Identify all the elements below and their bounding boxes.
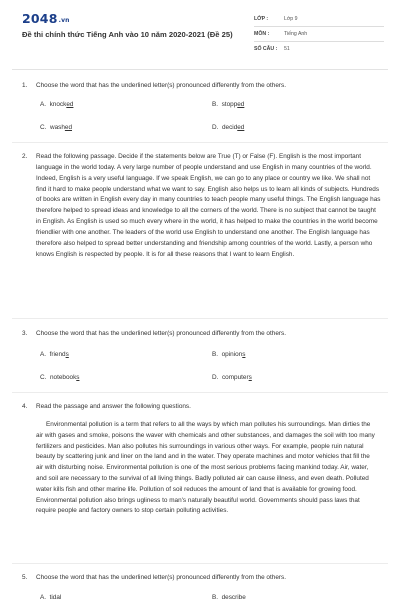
meta-value: Tiếng Anh <box>284 31 308 37</box>
meta-key: LỚP : <box>254 16 269 22</box>
meta-value: 51 <box>284 46 290 52</box>
option-word: tidal <box>49 594 62 600</box>
option-b[interactable] <box>212 594 246 600</box>
question-text: Read the passage and answer the following questions. <box>36 403 191 410</box>
option-letter: A. <box>40 594 47 600</box>
option-b[interactable] <box>212 101 244 108</box>
option-word: friends <box>49 351 69 358</box>
option-letter: D. <box>212 374 219 381</box>
meta-key: SỐ CÂU : <box>254 46 278 52</box>
meta-row-class <box>254 16 384 24</box>
option-a[interactable] <box>40 351 69 358</box>
question-text: Choose the word that has the underlined letter(s) pronounced differently from the others. <box>36 574 286 581</box>
question-number: 4. <box>22 403 28 410</box>
question-number: 2. <box>22 153 28 160</box>
option-letter: D. <box>212 124 219 131</box>
question-number: 5. <box>22 574 28 581</box>
option-word: computers <box>221 374 252 381</box>
meta-divider <box>254 41 384 42</box>
meta-value: Lớp 9 <box>284 16 298 22</box>
option-c[interactable] <box>40 124 72 131</box>
option-d[interactable] <box>212 124 244 131</box>
question-divider <box>12 142 388 143</box>
meta-divider <box>254 26 384 27</box>
reading-passage: Environmental pollution is a term that refers to all the ways by which man pollutes his surroundings. Man dirties the air with gases and smoke, poisons the waver with chemicals and other substances, and damages the soil with too many fertilizers and pesticides. Man also pollutes his surroundings in various other ways. For example, people ruin natural beauty by scattering junk and liner on the land and in the water. They operate machines and motor vehicles that fill the air with disturbing noise. Environmental pollution is one of the most serious problems facing mankind today. Air, water, and soil are necessary to the survival of all living things. Badly polluted air can cause illness, and even death. Polluted water kills fish and other marine life. Pollution of soil reduces the amount of land that is available for growing food. Environmental pollution also brings ugliness to man's naturally beautiful world. Governments should pass laws that require people and factory owners to stop certain polluting activities. <box>36 421 375 515</box>
option-word: decided <box>221 124 245 131</box>
question-number: 1. <box>22 82 28 89</box>
option-word: stopped <box>221 101 245 108</box>
question-number: 3. <box>22 330 28 337</box>
option-word: notebooks <box>49 374 80 381</box>
option-b[interactable] <box>212 351 245 358</box>
logo-text: 2048 <box>22 11 58 26</box>
question-divider <box>12 392 388 393</box>
option-d[interactable] <box>212 374 252 381</box>
option-letter: B. <box>212 101 219 108</box>
option-c[interactable] <box>40 374 79 381</box>
page-title: Đề thi chính thức Tiếng Anh vào 10 năm 2020-2021 (Đề 25) <box>22 30 233 39</box>
option-letter: C. <box>40 374 47 381</box>
option-word: washed <box>49 124 72 131</box>
option-letter: B. <box>212 594 219 600</box>
header-divider <box>12 69 388 70</box>
question-text: Read the following passage. Decide if the statements below are True (T) or False (F). English is the most important language in the world today. A very large number of people understand and use English in many countries of the world. Indeed, English is a very useful language. If we speak English, we can go to any place or country we like. We shall not find it hard to make people understand what we want to say. English also helps us to learn all kinds of subjects. Hundreds of books are written in English every day in many countries to teach people many useful things. The English language has therefore helped to spread ideas and knowledge to all the corners of the world. There is no subject that cannot be taught in English. As English is used so much every where in the world, it has helped to make the countries in the world become friendlier with one another. The leaders of the world use English to understand one another. The English language has therefore also helped to spread better understanding and friendship among countries of the world. Lastly, a person who knows English is respected by people. It is for all these reasons that I want to learn English. <box>36 153 381 258</box>
option-a[interactable] <box>40 594 61 600</box>
question-text: Choose the word that has the underlined letter(s) pronounced differently from the others. <box>36 330 286 337</box>
meta-row-count <box>254 46 384 54</box>
option-a[interactable] <box>40 101 73 108</box>
question-divider <box>12 563 388 564</box>
option-word: knocked <box>49 101 74 108</box>
meta-key: MÔN : <box>254 31 270 37</box>
option-word: opinions <box>221 351 246 358</box>
question-divider <box>12 318 388 319</box>
page-header <box>0 0 400 70</box>
logo-suffix: .vn <box>58 17 70 24</box>
option-letter: B. <box>212 351 219 358</box>
site-logo[interactable] <box>22 11 70 26</box>
option-word: describe <box>221 594 246 600</box>
option-letter: A. <box>40 101 47 108</box>
meta-row-subject <box>254 31 384 39</box>
option-letter: C. <box>40 124 47 131</box>
option-letter: A. <box>40 351 47 358</box>
question-text: Choose the word that has the underlined letter(s) pronounced differently from the others. <box>36 82 286 89</box>
